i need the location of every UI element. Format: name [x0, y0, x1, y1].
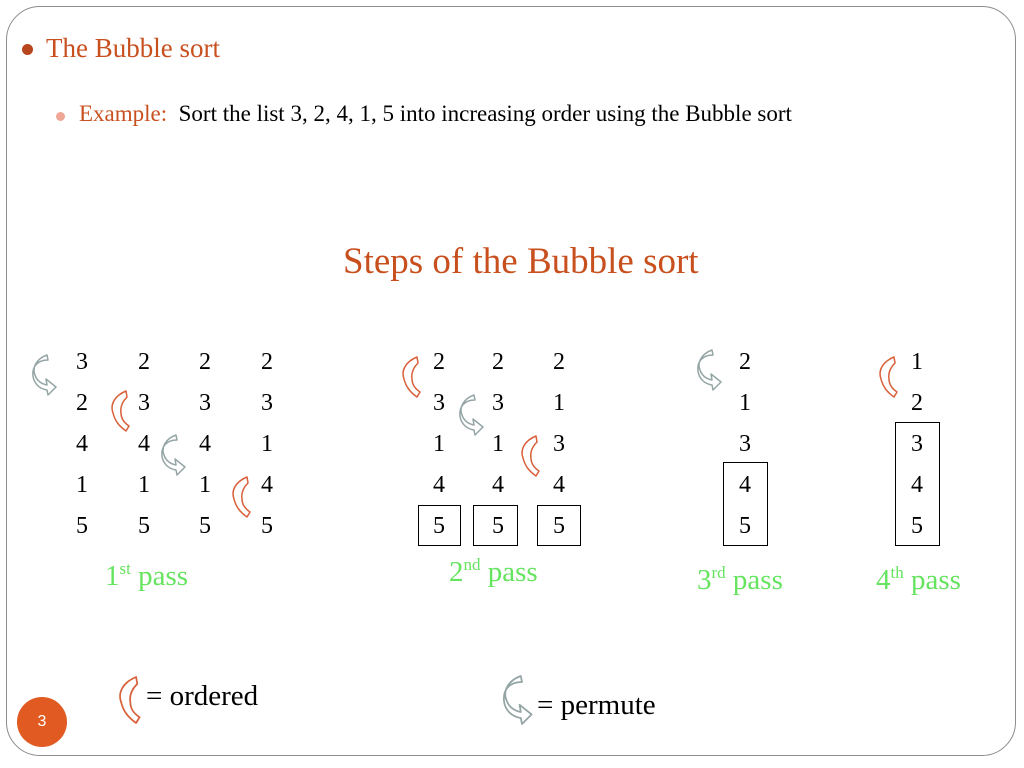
pass-4-cell: 3	[911, 431, 923, 457]
ordered-bracket-icon	[112, 391, 130, 433]
pass-1-col-3-cell: 1	[199, 472, 211, 498]
sorted-box	[537, 505, 581, 546]
pass-2-col-2-cell: 4	[492, 472, 504, 498]
pass-2-col-1-cell: 5	[433, 513, 445, 539]
pass-2-col-1-cell: 1	[433, 431, 445, 457]
pass-2-col-3-cell: 5	[553, 513, 565, 539]
pass-2-col-3-cell: 4	[553, 472, 565, 498]
pass-1-col-3-cell: 2	[199, 349, 211, 375]
permute-arrow-icon	[504, 676, 532, 728]
pass-3-cell: 5	[739, 513, 751, 539]
sorted-box	[895, 422, 940, 546]
pass-1-col-1-cell: 1	[76, 472, 88, 498]
pass-1-col-4-cell: 2	[261, 349, 273, 375]
pass-2-col-2-cell: 1	[492, 431, 504, 457]
pass-2-col-3-cell: 1	[553, 390, 565, 416]
sorted-box	[723, 462, 768, 546]
slide-heading: The Bubble sort	[46, 33, 220, 63]
pass-4-cell: 1	[911, 349, 923, 375]
figure-title: Steps of the Bubble sort	[343, 241, 699, 282]
pass-3-cell: 4	[739, 472, 751, 498]
ordered-bracket-icon	[120, 677, 142, 725]
permute-arrow-icon	[460, 395, 484, 437]
example-label: Example:	[79, 101, 168, 126]
pass-4-cell: 5	[911, 513, 923, 539]
pass-1-col-4-cell: 5	[261, 513, 273, 539]
pass-1-label: 1st pass	[105, 559, 189, 592]
pass-2-col-2-cell: 5	[492, 513, 504, 539]
slide-number: 3	[17, 697, 67, 747]
sorted-box	[473, 505, 518, 546]
ordered-bracket-icon	[880, 357, 898, 399]
pass-1-col-2-cell: 5	[138, 513, 150, 539]
ordered-bracket-icon	[403, 357, 421, 399]
pass-2-col-2-cell: 2	[492, 349, 504, 375]
pass-1-col-1-cell: 3	[76, 349, 88, 375]
pass-1-col-1-cell: 2	[76, 390, 88, 416]
pass-1-col-4-cell: 3	[261, 390, 273, 416]
permute-arrow-icon	[162, 435, 186, 477]
permute-arrow-icon	[698, 350, 722, 392]
pass-1-col-1-cell: 4	[76, 431, 88, 457]
pass-3-cell: 1	[739, 390, 751, 416]
pass-3-label: 3rd pass	[697, 563, 783, 596]
permute-arrow-icon	[33, 355, 57, 397]
pass-1-col-3-cell: 5	[199, 513, 211, 539]
sorted-box	[418, 505, 461, 546]
pass-1-col-2-cell: 1	[138, 472, 150, 498]
pass-2-col-1-cell: 2	[433, 349, 445, 375]
pass-1-col-4-cell: 1	[261, 431, 273, 457]
legend-ordered: = ordered	[146, 680, 259, 712]
pass-2-col-3-cell: 3	[553, 431, 565, 457]
example-text: Sort the list 3, 2, 4, 1, 5 into increasing order using the Bubble sort	[178, 101, 792, 126]
pass-3-cell: 3	[739, 431, 751, 457]
pass-2-label: 2nd pass	[449, 555, 538, 588]
pass-1-col-3-cell: 4	[199, 431, 211, 457]
pass-2-col-2-cell: 3	[492, 390, 504, 416]
pass-2-col-1-cell: 4	[433, 472, 445, 498]
pass-1-col-1-cell: 5	[76, 513, 88, 539]
pass-1-col-2-cell: 3	[138, 390, 150, 416]
pass-1-col-2-cell: 4	[138, 431, 150, 457]
pass-3-cell: 2	[739, 349, 751, 375]
sub-bullet-icon	[56, 112, 65, 121]
pass-1-col-3-cell: 3	[199, 390, 211, 416]
pass-1-col-4-cell: 4	[261, 472, 273, 498]
ordered-bracket-icon	[522, 436, 540, 478]
example-line	[79, 101, 792, 127]
pass-4-label: 4th pass	[876, 563, 961, 596]
bullet-icon	[22, 44, 33, 55]
pass-2-col-3-cell: 2	[553, 349, 565, 375]
pass-4-cell: 4	[911, 472, 923, 498]
pass-2-col-1-cell: 3	[433, 390, 445, 416]
ordered-bracket-icon	[233, 477, 251, 519]
pass-1-col-2-cell: 2	[138, 349, 150, 375]
pass-4-cell: 2	[911, 390, 923, 416]
legend-permute: = permute	[537, 689, 656, 721]
